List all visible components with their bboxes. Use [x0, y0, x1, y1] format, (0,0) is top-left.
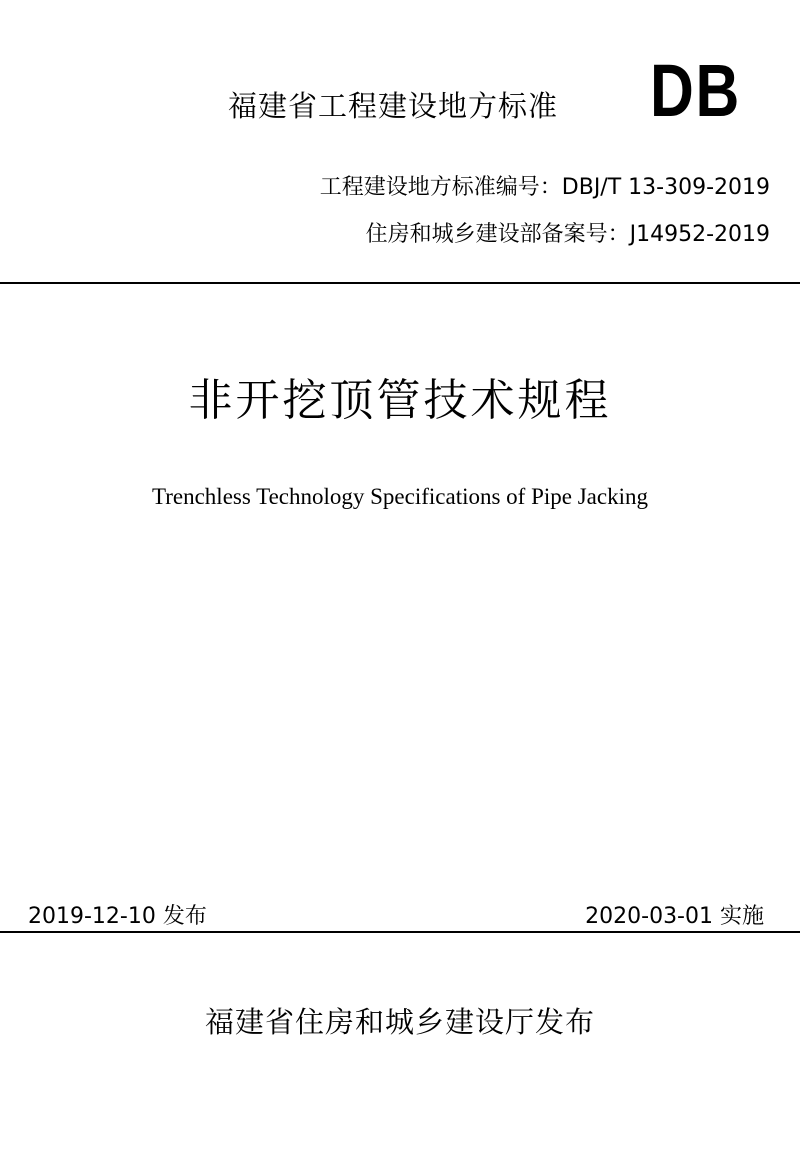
db-mark: DB — [650, 49, 741, 132]
issue-date: 2019-12-10 发布 — [28, 904, 207, 929]
standard-category: 福建省工程建设地方标准 — [228, 89, 559, 123]
top-divider — [0, 282, 800, 284]
effective-date: 2020-03-01 实施 — [585, 904, 764, 929]
bottom-divider — [0, 931, 800, 933]
record-number: 住房和城乡建设部备案号：J14952-2019 — [365, 222, 770, 247]
document-english-title: Trenchless Technology Specifications of Pipe Jacking — [151, 484, 648, 509]
standard-number: 工程建设地方标准编号：DBJ/T 13-309-2019 — [319, 175, 770, 200]
document-title: 非开挖顶管技术规程 — [188, 375, 612, 426]
publisher: 福建省住房和城乡建设厅发布 — [204, 1005, 595, 1039]
